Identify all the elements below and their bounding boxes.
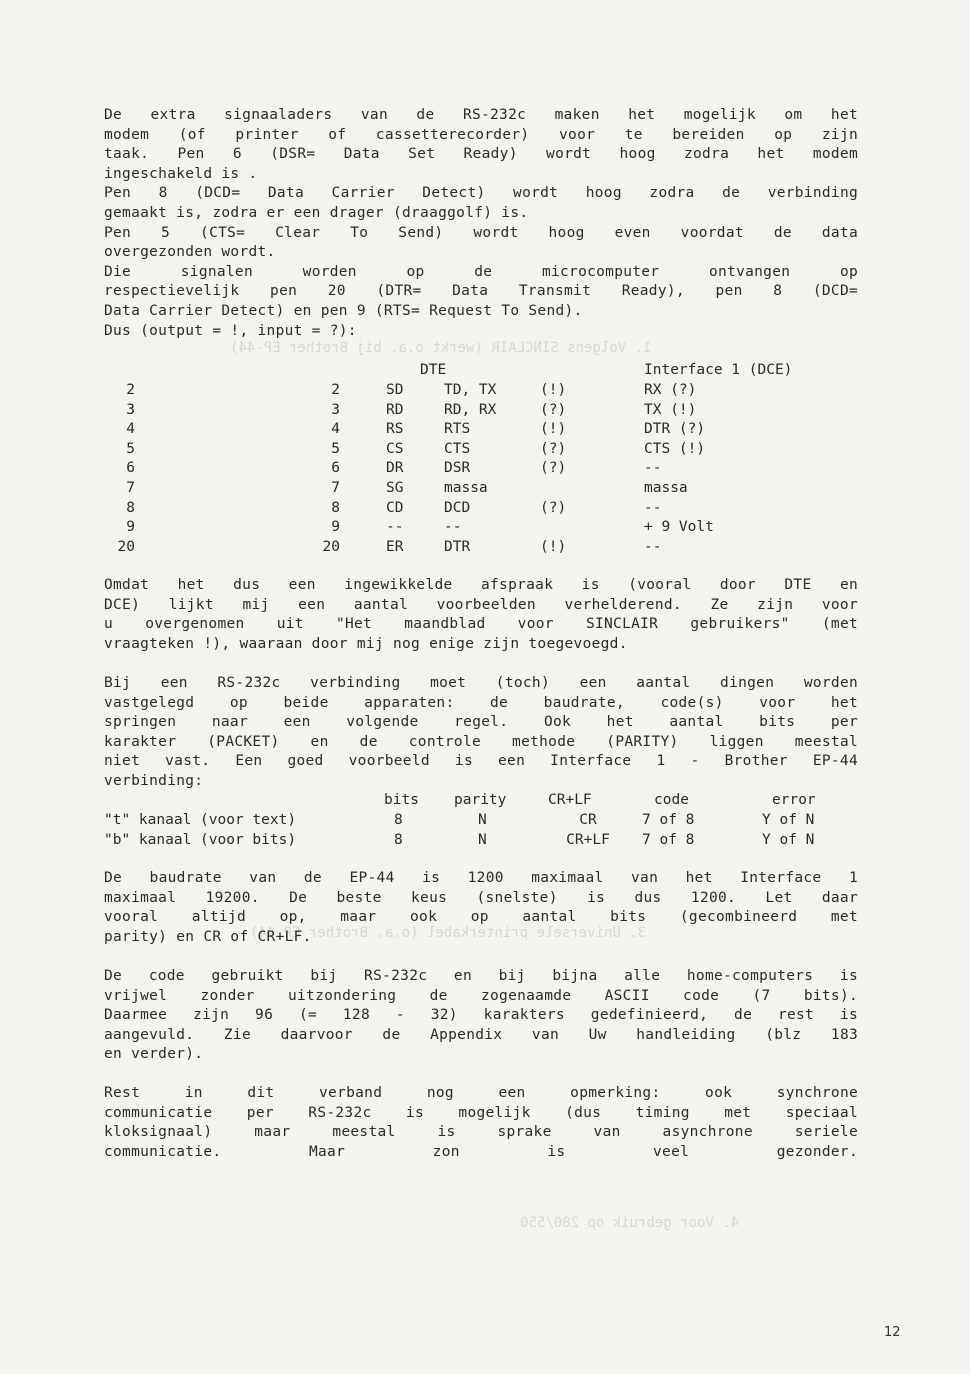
header-bits: bits [384,792,419,808]
pin-number-b: 4 [331,421,340,438]
pin-number-a: 2 [126,382,135,398]
pin-number-b: 6 [331,460,340,477]
text-line: overgezonden wordt. [104,244,276,261]
baudrate-paragraph [104,869,858,947]
header-error: error [772,792,816,808]
pin-number-a: 3 [126,401,135,418]
signal-abbreviation: RD [386,401,404,418]
interface-signal: RX (?) [644,382,697,398]
text-line: vraagteken !), waaraan door mij nog enige zijn toegevoegd. [104,635,628,652]
text-line: respectievelijk pen 20 (DTR= Data Transmit Ready), pen 8 (DCD= [104,283,858,300]
code-value: 7 of 8 [642,831,695,848]
pin-number-a: 6 [126,460,135,477]
text-line: parity) en CR of CR+LF. [104,928,312,945]
text-line: vooral altijd op, maar ook op aantal bits (gecombineerd met [104,909,858,926]
pin-number-a: 9 [126,519,135,536]
text-line: aangevuld. Zie daarvoor de Appendix van Uw handleiding (blz 183 [104,1026,858,1043]
header-crlf: CR+LF [548,792,592,808]
text-line: vrijwel zonder uitzondering de zogenaamde ASCII code (7 bits). [104,987,858,1004]
crlf-value: CR+LF [566,831,610,848]
direction-marker: (?) [540,499,567,516]
text-line: De extra signaaladers van de RS-232c maken het mogelijk om het [104,107,858,123]
text-line: Daarmee zijn 96 (= 128 - 32) karakters gedefinieerd, de rest is [104,1007,858,1024]
pin-number-a: 20 [117,538,135,555]
interface-signal: massa [644,480,688,496]
signal-abbreviation: ER [386,538,404,555]
parity-value: N [478,831,487,848]
parity-value: N [478,812,487,828]
text-line: Omdat het dus een ingewikkelde afspraak is (vooral door DTE en [104,577,858,593]
dte-signal: DTR [444,538,471,555]
text-line: DCE) lijkt mij een aantal voorbeelden verhelderend. Ze zijn voor [104,596,858,613]
text-line: communicatie per RS-232c is mogelijk (dus timing met speciaal [104,1104,858,1121]
pin-number-a: 4 [126,421,135,438]
header-parity: parity [454,792,507,808]
text-line: vastgelegd op beide apparaten: de baudrate, code(s) voor het [104,694,858,711]
text-line: Die signalen worden op de microcomputer ontvangen op [104,263,858,280]
dte-signal: -- [444,519,462,536]
header-code: code [654,792,689,808]
text-line: kloksignaal) maar meestal is sprake van asynchrone seriele [104,1124,858,1141]
channel-label: "b" kanaal (voor bits) [104,831,297,848]
text-line: karakter (PACKET) en de controle methode (PARITY) liggen meestal [104,733,858,750]
signal-abbreviation: CS [386,440,404,457]
text-line: De baudrate van de EP-44 is 1200 maximaal van het Interface 1 [104,870,858,886]
text-line: Dus (output = !, input = ?): [104,322,357,339]
table-header-dte: DTE [420,362,447,378]
interface-signal: + 9 Volt [644,519,714,536]
text-line: De code gebruikt bij RS-232c en bij bijna alle home-computers is [104,968,858,984]
interface-signal: CTS (!) [644,440,706,457]
text-line: ingeschakeld is . [104,165,258,182]
dte-signal: massa [444,480,488,496]
show-through-text: 1. Volgens SINCLAIR (werkt o.a. bij Brother EP-44) [230,340,652,356]
code-value: 7 of 8 [642,812,695,828]
interface-signal: DTR (?) [644,421,706,438]
intro-paragraph [104,106,858,341]
ascii-paragraph [104,967,858,1065]
pin-number-a: 7 [126,480,135,496]
settings-paragraph [104,674,858,792]
show-through-text: 4. Voor gebruik op 280/550 [520,1215,740,1231]
direction-marker: (!) [540,538,567,555]
text-line: gemaakt is, zodra er een drager (draaggolf) is. [104,204,529,221]
text-line: taak. Pen 6 (DSR= Data Set Ready) wordt hoog zodra het modem [104,146,858,163]
dte-signal: DCD [444,499,471,516]
text-line: springen naar een volgende regel. Ook het aantal bits per [104,714,858,731]
signal-abbreviation: SG [386,480,404,496]
text-line: Bij een RS-232c verbinding moet (toch) een aantal dingen worden [104,675,858,691]
signal-abbreviation: SD [386,382,404,398]
signal-abbreviation: -- [386,519,404,536]
text-line: Pen 8 (DCD= Data Carrier Detect) wordt hoog zodra de verbinding [104,185,858,202]
show-through-text: 3. Universele printerkabel (o.a. Brother EP-44) [250,925,647,941]
pin-number-b: 7 [331,480,340,496]
text-line: maximaal 19200. De beste keus (snelste) is dus 1200. Let daar [104,889,858,906]
crlf-value: CR [579,812,597,828]
direction-marker: (?) [540,460,567,477]
interface-signal: -- [644,499,662,516]
pin-number-a: 8 [126,499,135,516]
direction-marker: (?) [540,440,567,457]
text-line: Data Carrier Detect) en pen 9 (RTS= Request To Send). [104,302,583,319]
closing-paragraph [104,1084,858,1162]
pin-number-b: 2 [331,382,340,398]
text-line: niet vast. Een goed voorbeeld is een Interface 1 - Brother EP-44 [104,753,858,770]
text-line: u overgenomen uit "Het maandblad voor SINCLAIR gebruikers" (met [104,616,858,633]
bits-value: 8 [394,812,403,828]
text-line: Rest in dit verband nog een opmerking: ook synchrone [104,1085,858,1101]
pin-number-b: 5 [331,440,340,457]
signal-abbreviation: RS [386,421,404,438]
dte-signal: DSR [444,460,471,477]
direction-marker: (?) [540,401,567,418]
pin-number-b: 3 [331,401,340,418]
pin-number-a: 5 [126,440,135,457]
interface-signal: -- [644,538,662,555]
channel-label: "t" kanaal (voor text) [104,812,297,828]
text-line: modem (of printer of cassetterecorder) voor te bereiden op zijn [104,126,858,143]
pin-number-b: 8 [331,499,340,516]
signal-abbreviation: CD [386,499,404,516]
table-header-interface: Interface 1 (DCE) [644,362,793,378]
direction-marker: (!) [540,421,567,438]
pin-number-b: 20 [322,538,340,555]
interface-signal: -- [644,460,662,477]
direction-marker: (!) [540,382,567,398]
text-line: communicatie. Maar zon is veel gezonder. [104,1143,858,1160]
bits-value: 8 [394,831,403,848]
text-line: Pen 5 (CTS= Clear To Send) wordt hoog even voordat de data [104,224,858,241]
dte-signal: RTS [444,421,471,438]
text-line: verbinding: [104,772,204,789]
signal-abbreviation: DR [386,460,404,477]
page-number: 12 [884,1325,901,1340]
interface-signal: TX (!) [644,401,697,418]
dte-signal: RD, RX [444,401,497,418]
error-value: Y of N [762,831,815,848]
dte-signal: CTS [444,440,471,457]
pin-number-b: 9 [331,519,340,536]
error-value: Y of N [762,812,815,828]
examples-paragraph [104,576,858,654]
text-line: en verder). [104,1046,204,1063]
dte-signal: TD, TX [444,382,497,398]
